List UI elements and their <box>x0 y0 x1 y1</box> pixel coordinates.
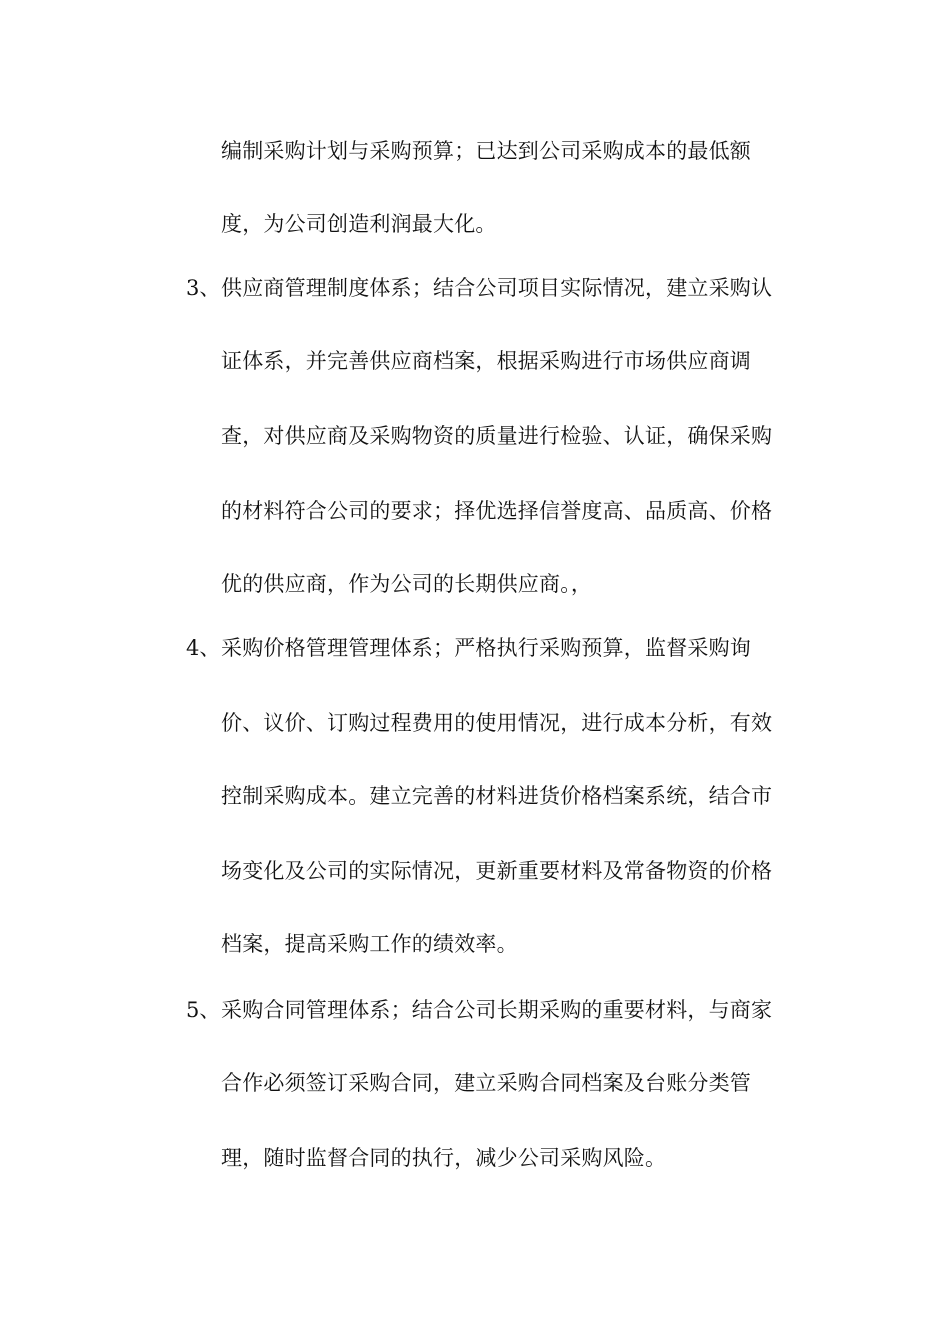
item-5-line-2: 合作必须签订采购合同，建立采购合同档案及台账分类管 <box>221 1071 751 1095</box>
item-3-line-1: 供应商管理制度体系；结合公司项目实际情况，建立采购认 <box>221 276 773 300</box>
item-3-line-4: 的材料符合公司的要求；择优选择信誉度高、品质高、价格 <box>221 499 773 523</box>
item-4-line-2: 价、议价、订购过程费用的使用情况，进行成本分析，有效 <box>221 711 773 735</box>
intro-line-1: 编制采购计划与采购预算；已达到公司采购成本的最低额 <box>221 139 751 163</box>
item-4-line-1: 采购价格管理管理体系；严格执行采购预算，监督采购询 <box>221 636 751 660</box>
item-4-number: 4、 <box>186 636 221 660</box>
item-4-line-3: 控制采购成本。建立完善的材料进货价格档案系统，结合市 <box>221 784 773 808</box>
item-4-line-4: 场变化及公司的实际情况，更新重要材料及常备物资的价格 <box>221 859 773 883</box>
item-3-line-3: 查，对供应商及采购物资的质量进行检验、认证，确保采购 <box>221 424 773 448</box>
item-3-line-2: 证体系，并完善供应商档案，根据采购进行市场供应商调 <box>221 349 751 373</box>
item-5-number: 5、 <box>186 998 221 1022</box>
item-3-line-5: 优的供应商，作为公司的长期供应商。， <box>221 572 593 596</box>
intro-line-2: 度，为公司创造利润最大化。 <box>221 212 497 236</box>
item-5-line-3: 理，随时监督合同的执行，减少公司采购风险。 <box>221 1146 667 1170</box>
item-4-line-5: 档案，提高采购工作的绩效率。 <box>221 932 518 956</box>
item-3-number: 3、 <box>186 276 221 300</box>
item-5-line-1: 采购合同管理体系；结合公司长期采购的重要材料，与商家 <box>221 998 773 1022</box>
